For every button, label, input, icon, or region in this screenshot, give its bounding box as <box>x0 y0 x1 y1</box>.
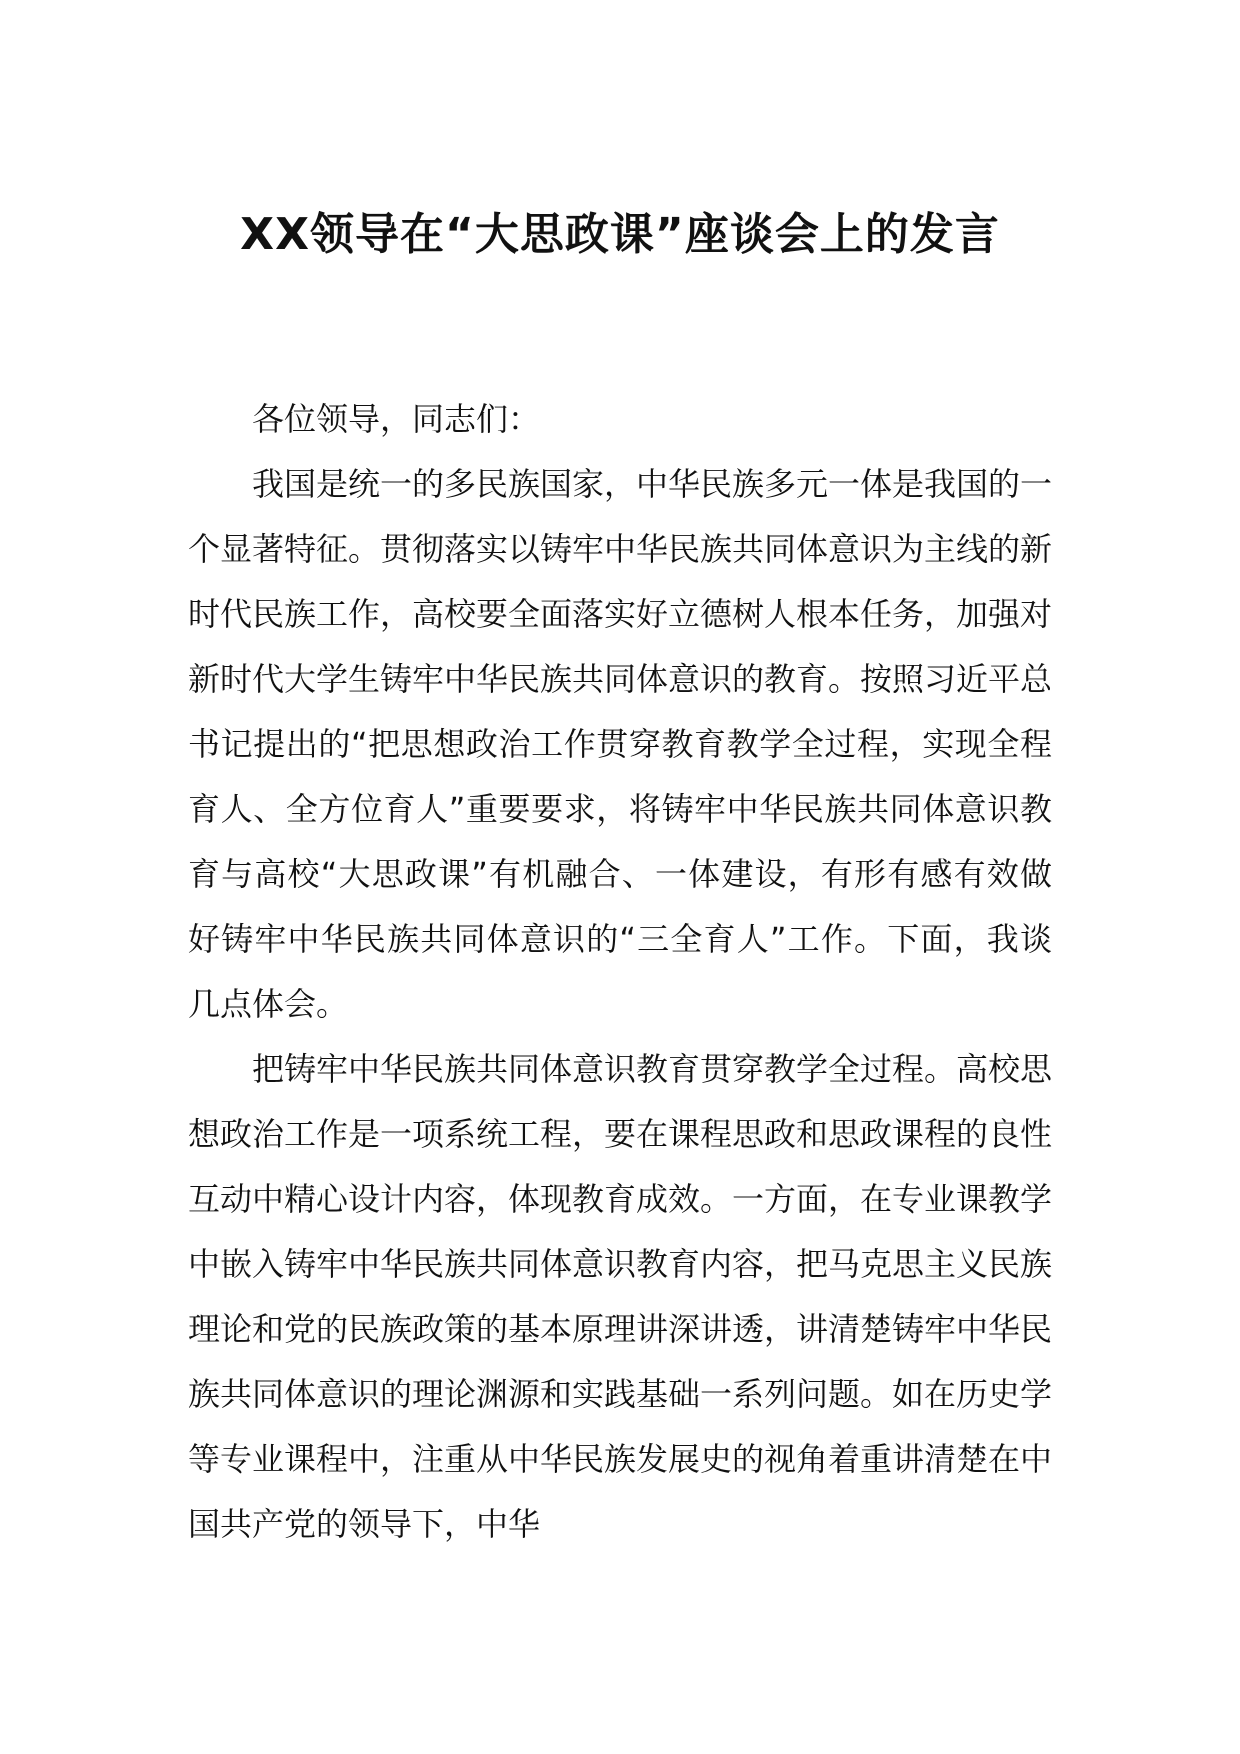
paragraph: 把铸牢中华民族共同体意识教育贯穿教学全过程。高校思想政治工作是一项系统工程，要在课程思政和思政课程的良性互动中精心设计内容，体现教育成效。一方面，在专业课教学中嵌入铸牢中华民族共同体意识教育内容，把马克思主义民族理论和党的民族政策的基本原理讲深讲透，讲清楚铸牢中华民族共同体意识的理论渊源和实践基础一系列问题。如在历史学等专业课程中，注重从中华民族发展史的视角着重讲清楚在中国共产党的领导下，中华 <box>188 1050 1053 1543</box>
document-title: XX领导在“大思政课”座谈会上的发言 <box>240 209 1000 260</box>
document-body <box>188 387 1052 1557</box>
paragraph: 我国是统一的多民族国家，中华民族多元一体是我国的一个显著特征。贯彻落实以铸牢中华民族共同体意识为主线的新时代民族工作，高校要全面落实好立德树人根本任务，加强对新时代大学生铸牢中华民族共同体意识的教育。按照习近平总书记提出的“把思想政治工作贯穿教育教学全过程，实现全程育人、全方位育人”重要要求，将铸牢中华民族共同体意识教育与高校“大思政课”有机融合、一体建设，有形有感有效做好铸牢中华民族共同体意识的“三全育人”工作。下面，我谈几点体会。 <box>188 465 1053 1023</box>
salutation: 各位领导，同志们： <box>252 400 541 438</box>
